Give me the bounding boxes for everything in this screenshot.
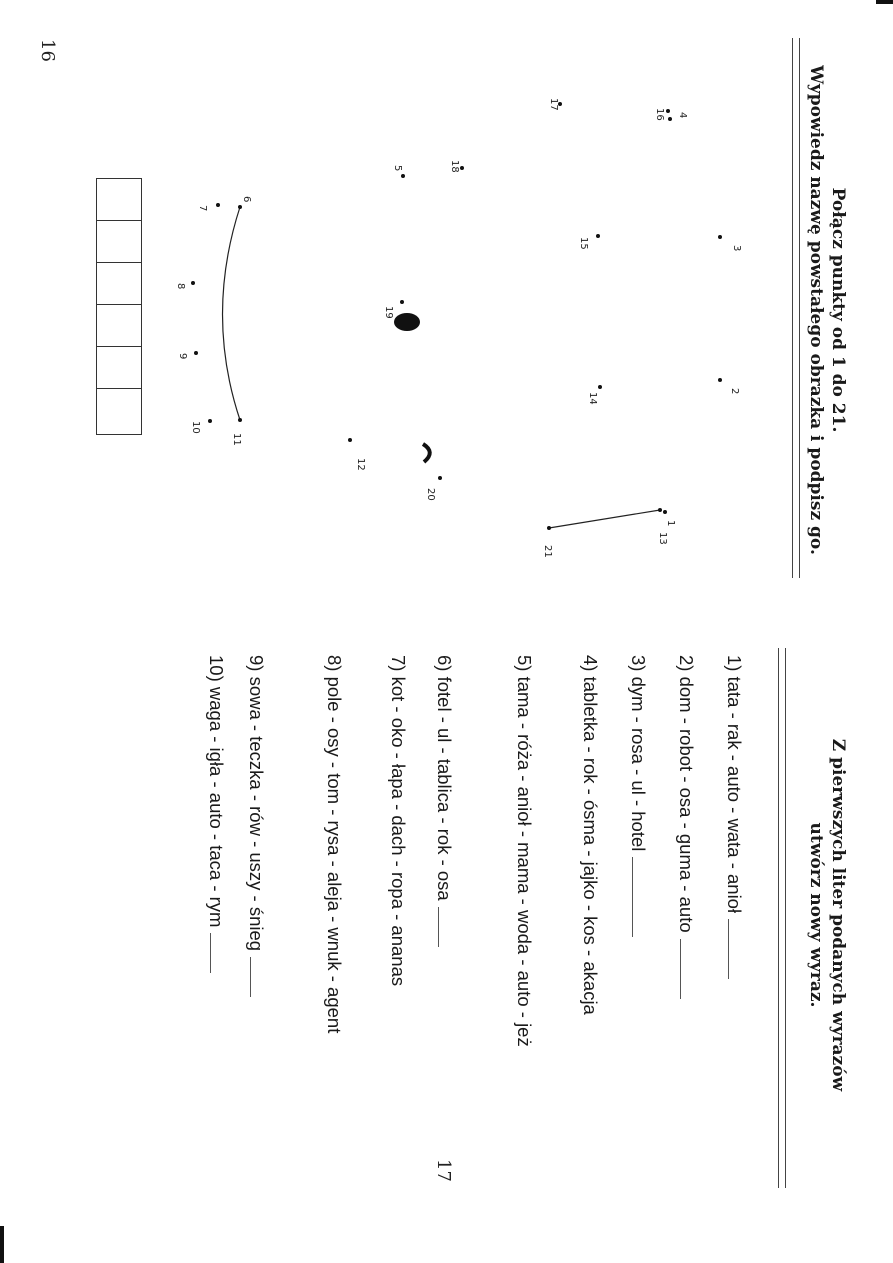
page-number-left: 16 bbox=[36, 39, 58, 62]
dot-label: 16 bbox=[654, 108, 665, 121]
dot[interactable] bbox=[598, 385, 602, 389]
dot[interactable] bbox=[668, 117, 672, 121]
answer-boxes[interactable] bbox=[96, 178, 142, 435]
dot-label: 8 bbox=[175, 283, 186, 290]
line-1-21 bbox=[549, 510, 660, 528]
word-list bbox=[45, 655, 745, 1185]
exercise-item bbox=[627, 655, 649, 1175]
answer-box[interactable] bbox=[97, 347, 141, 389]
dot[interactable] bbox=[718, 378, 722, 382]
dot[interactable] bbox=[663, 510, 667, 514]
dot-label: 2 bbox=[729, 388, 740, 395]
dot[interactable] bbox=[194, 351, 198, 355]
dot-label: 1 bbox=[665, 520, 676, 527]
dot-label: 4 bbox=[677, 112, 688, 119]
exercise-item-text: 4) tabletka - rok - ósma - jajko - kos - akacja bbox=[580, 655, 601, 1015]
scan-mark-bottom bbox=[0, 1226, 4, 1263]
dot[interactable] bbox=[547, 526, 551, 530]
answer-box[interactable] bbox=[97, 263, 141, 305]
dot[interactable] bbox=[238, 205, 242, 209]
exercise-item bbox=[579, 655, 601, 1175]
answer-box[interactable] bbox=[97, 179, 141, 221]
exercise-item bbox=[387, 655, 409, 1175]
answer-line[interactable] bbox=[438, 907, 453, 947]
dot[interactable] bbox=[191, 281, 195, 285]
dot-label: 12 bbox=[355, 458, 366, 471]
mouth-shape bbox=[423, 444, 430, 462]
exercise-item bbox=[323, 655, 345, 1175]
dot-label: 10 bbox=[190, 421, 201, 434]
answer-box[interactable] bbox=[97, 389, 141, 431]
answer-line[interactable] bbox=[210, 933, 225, 973]
eye-shape bbox=[394, 313, 420, 331]
dot[interactable] bbox=[666, 109, 670, 113]
dot-label: 9 bbox=[177, 353, 188, 360]
exercise-item-text: 7) kot - oko - łapa - dach - ropa - ananas bbox=[388, 655, 409, 987]
dot[interactable] bbox=[718, 235, 722, 239]
dot-label: 5 bbox=[392, 165, 403, 172]
dot-label: 19 bbox=[383, 306, 394, 319]
arc-6-11 bbox=[223, 207, 241, 420]
dot[interactable] bbox=[238, 418, 242, 422]
dot-label: 13 bbox=[657, 532, 668, 545]
page-number-right: 17 bbox=[432, 1159, 454, 1182]
dot[interactable] bbox=[401, 174, 405, 178]
answer-line[interactable] bbox=[680, 939, 695, 999]
exercise-item-text: 3) dym - rosa - ul - hotel bbox=[628, 655, 649, 852]
dot-label: 7 bbox=[197, 205, 208, 212]
exercise-item bbox=[245, 655, 267, 1175]
exercise-item bbox=[205, 655, 227, 1175]
dot-label: 15 bbox=[578, 237, 589, 250]
exercise-item bbox=[723, 655, 745, 1175]
dot[interactable] bbox=[658, 508, 662, 512]
dot-label: 3 bbox=[731, 245, 742, 252]
answer-line[interactable] bbox=[632, 857, 647, 937]
exercise-item-text: 6) fotel - ul - tablica - rok - osa bbox=[434, 655, 455, 901]
answer-line[interactable] bbox=[728, 919, 743, 979]
exercise-item-text: 2) dom - robot - osa - guma - auto bbox=[676, 655, 697, 933]
exercise-item bbox=[513, 655, 535, 1175]
dot-label: 21 bbox=[542, 545, 553, 558]
dot[interactable] bbox=[216, 203, 220, 207]
left-instruction-1: Połącz punkty od 1 do 21. bbox=[828, 187, 848, 433]
left-instruction-2: Wypowiedz nazwę powstałego obrazka i podpisz go. bbox=[806, 65, 826, 555]
exercise-item bbox=[433, 655, 455, 1175]
answer-box[interactable] bbox=[97, 305, 141, 347]
dot-label: 18 bbox=[449, 160, 460, 173]
dot-label: 17 bbox=[548, 98, 559, 111]
dot[interactable] bbox=[348, 438, 352, 442]
top-rule-right bbox=[778, 648, 786, 1188]
dot-label: 6 bbox=[241, 196, 252, 203]
dot[interactable] bbox=[596, 234, 600, 238]
exercise-item-text: 10) waga - igła - auto - taca - rym bbox=[206, 655, 227, 928]
dot[interactable] bbox=[438, 476, 442, 480]
exercise-item bbox=[675, 655, 697, 1175]
exercise-item-text: 5) tama - róża - anioł - mama - woda - auto - jeż bbox=[514, 655, 535, 1047]
dot-label: 11 bbox=[231, 433, 242, 446]
exercise-item-text: 1) tata - rak - auto - wata - anioł bbox=[724, 655, 745, 914]
right-instruction-2: utwórz nowy wyraz. bbox=[806, 822, 826, 1008]
dot[interactable] bbox=[400, 300, 404, 304]
dot[interactable] bbox=[208, 419, 212, 423]
dot-label: 14 bbox=[587, 392, 598, 405]
answer-box[interactable] bbox=[97, 221, 141, 263]
exercise-item-text: 8) pole - osy - tom - rysa - aleja - wnuk - agent bbox=[324, 655, 345, 1034]
exercise-item-text: 9) sowa - teczka - rów - uszy - śnieg bbox=[246, 655, 267, 952]
answer-line[interactable] bbox=[250, 957, 265, 997]
right-instruction-1: Z pierwszych liter podanych wyrazów bbox=[828, 738, 848, 1092]
dot-label: 20 bbox=[425, 488, 436, 501]
